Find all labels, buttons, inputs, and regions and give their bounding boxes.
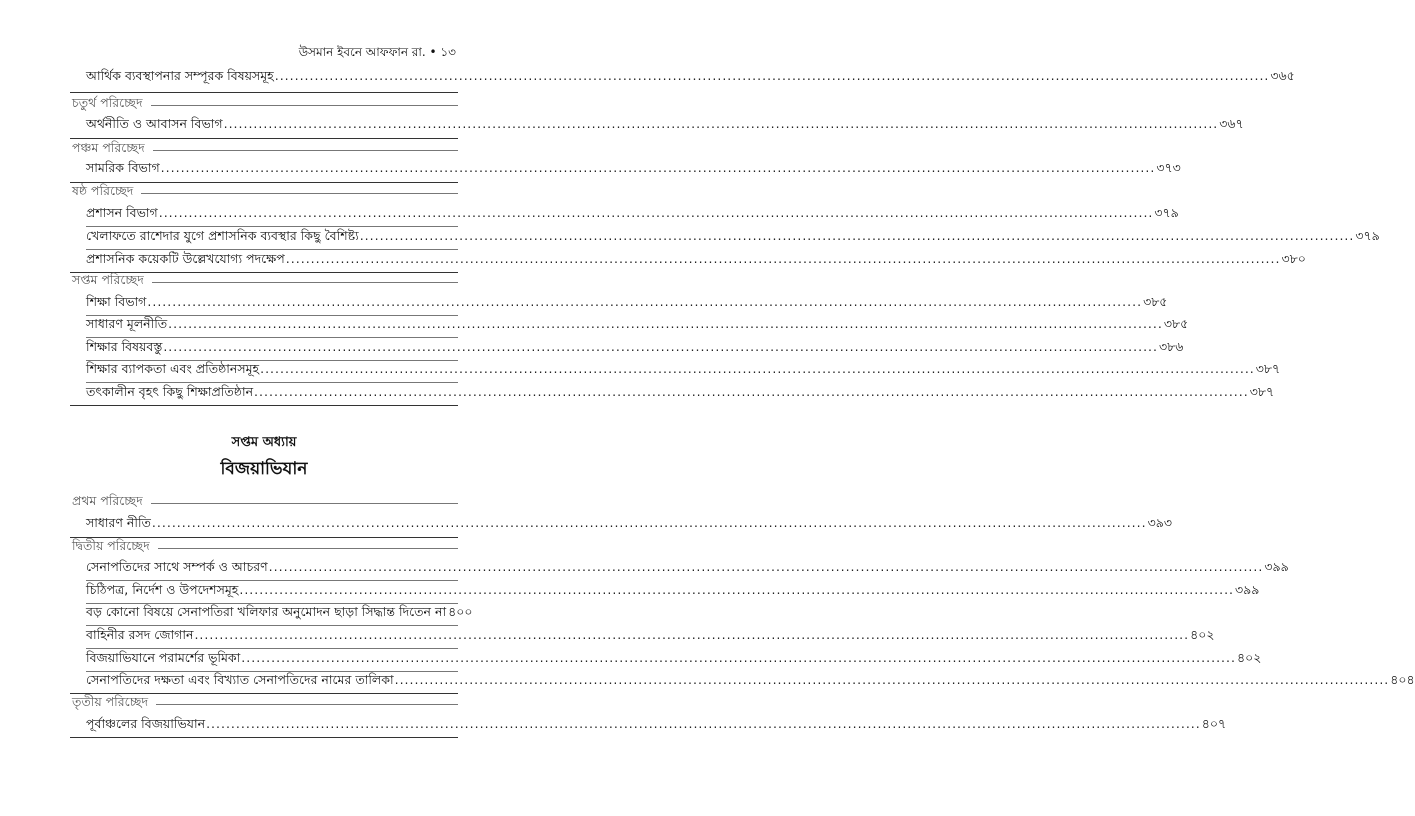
divider [70,405,458,406]
section-heading [72,183,458,203]
section-heading [72,493,458,513]
section-heading-label: চতুর্থ পরিচ্ছেদ [72,95,143,110]
toc-entry-title: পূর্বাঞ্চলের বিজয়াভিযান [86,716,206,731]
toc-entry[interactable] [86,582,1260,604]
toc-entry[interactable] [86,627,1215,649]
leader-dots: ........................................................................................................................................................................................................ [274,68,1270,83]
toc-entry-page: ৩৭৯ [1154,205,1179,220]
section-heading-label: পঞ্চম পরিচ্ছেদ [72,140,145,155]
part-label: সপ্তম অধ্যায় [231,435,297,450]
divider [86,249,458,250]
toc-entry-page: ৩৮৭ [1255,361,1281,376]
toc-entry[interactable] [86,559,1289,581]
section-heading [72,95,458,115]
leader-dots: ........................................................................................................................................................................................................ [285,251,1281,266]
divider [86,226,458,227]
leader-dots: ........................................................................................................................................................................................................ [160,160,1156,175]
leader-dots: ........................................................................................................................................................................................................ [206,716,1201,731]
divider [70,92,458,93]
toc-entry[interactable] [86,294,1168,316]
section-heading [72,694,458,714]
toc-entry[interactable] [86,339,1184,361]
leader-dots: ........................................................................................................................................................................................................ [147,294,1143,309]
toc-entry-page: ৪০২ [1190,627,1215,642]
leader-dots: ........................................................................................................................................................................................................ [168,316,1163,331]
section-heading-label: দ্বিতীয় পরিচ্ছেদ [72,538,150,553]
leader-dots: ........................................................................................................................................................................................................ [394,672,1390,687]
section-heading-label: ষষ্ঠ পরিচ্ছেদ [72,183,134,198]
toc-entry-page: ৩৮০ [1281,251,1306,266]
toc-entry-title: শিক্ষা বিভাগ [86,294,147,309]
section-heading-label: সপ্তম পরিচ্ছেদ [72,272,144,287]
leader-dots: ........................................................................................................................................................................................................ [359,228,1355,243]
leader-dots: ........................................................................................................................................................................................................ [254,384,1249,399]
toc-entry[interactable] [86,205,1179,227]
toc-entry-page: ৩৮৫ [1163,316,1189,331]
leader-dots: ........................................................................................................................................................................................................ [158,205,1154,220]
leader-dots: ........................................................................................................................................................................................................ [151,515,1147,530]
toc-entry-title: শিক্ষার বিষয়বস্তু [86,339,163,354]
toc-entry-title: সাধারণ নীতি [86,515,151,530]
toc-entry-title: বড় কোনো বিষয়ে সেনাপতিরা খলিফার অনুমোদন ছাড়া সিদ্ধান্ত দিতেন না [86,604,447,619]
toc-entry-title: সেনাপতিদের দক্ষতা এবং বিখ্যাত সেনাপতিদের নামের তালিকা [86,672,394,687]
heading-rule [153,150,458,151]
toc-entry[interactable] [86,384,1275,406]
toc-entry-page: ৩৯৩ [1147,515,1172,530]
leader-dots: ........................................................................................................................................................................................................ [239,582,1235,597]
toc-entry-title: সাধারণ মূলনীতি [86,316,168,331]
leader-dots: ........................................................................................................................................................................................................ [163,339,1158,354]
section-heading [72,538,458,558]
divider [70,138,458,139]
toc-entry-page: ৩৮৬ [1159,339,1184,354]
toc-entry[interactable] [86,316,1189,338]
leader-dots: ........................................................................................................................................................................................................ [241,650,1236,665]
toc-entry-page: ৪০২ [1236,650,1262,665]
toc-entry[interactable] [86,68,1295,90]
toc-entry-title: সামরিক বিভাগ [86,160,160,175]
heading-rule [141,193,458,194]
divider [70,737,458,738]
toc-entry[interactable] [86,228,1380,250]
leader-dots: ........................................................................................................................................................................................................ [268,559,1264,574]
toc-entry-title: প্রশাসন বিভাগ [86,205,158,220]
toc-entry[interactable] [86,716,1227,738]
divider [86,580,458,581]
divider [86,382,458,383]
toc-entry[interactable] [86,604,473,626]
toc-entry[interactable] [86,116,1244,138]
toc-entry[interactable] [86,650,1262,672]
section-heading [72,140,458,160]
part-title: বিজয়াভিযান [220,459,308,479]
leader-dots: ........................................................................................................................................................................................................ [223,116,1219,131]
heading-rule [156,704,458,705]
toc-entry-title: তৎকালীন বৃহৎ কিছু শিক্ষাপ্রতিষ্ঠান [86,384,254,399]
running-header: উসমান ইবনে আফফান রা. • ১৩ [298,45,456,59]
toc-entry[interactable] [86,361,1281,383]
toc-entry-title: বিজয়াভিযানে পরামর্শের ভূমিকা [86,650,241,665]
toc-entry-page: ৩৭৯ [1355,228,1380,243]
divider [86,337,458,338]
toc-entry-page: ৩৬৫ [1270,68,1295,83]
section-heading-label: প্রথম পরিচ্ছেদ [72,493,143,508]
divider [86,625,458,626]
toc-entry-title: চিঠিপত্র, নির্দেশ ও উপদেশসমূহ [86,582,239,597]
toc-entry-page: ৩৮৫ [1143,294,1168,309]
leader-dots: ........................................................................................................................................................................................................ [260,361,1255,376]
section-heading [72,272,458,292]
toc-entry-title: সেনাপতিদের সাথে সম্পর্ক ও আচরণ [86,559,268,574]
heading-rule [158,548,458,549]
toc-entry[interactable] [86,251,1306,273]
heading-rule [151,105,458,106]
toc-entry-page: ৩৮৭ [1249,384,1275,399]
toc-entry-page: ৩৯৯ [1264,559,1289,574]
divider [86,648,458,649]
heading-rule [152,282,458,283]
toc-entry[interactable] [86,672,1415,694]
toc-entry-title: আর্থিক ব্যবস্থাপনার সম্পূরক বিষয়সমূহ [86,68,274,83]
toc-entry[interactable] [86,160,1181,182]
toc-entry-title: প্রশাসনিক কয়েকটি উল্লেখযোগ্য পদক্ষেপ [86,251,285,266]
toc-entry-page: ৩৯৯ [1235,582,1260,597]
toc-entry-title: বাহিনীর রসদ জোগান [86,627,194,642]
toc-entry-title: অর্থনীতি ও আবাসন বিভাগ [86,116,223,131]
leader-dots: ........................................................................................................................................................................................................ [194,627,1190,642]
heading-rule [151,503,458,504]
toc-entry-page: ৪০০ [448,604,473,619]
toc-entry-page: ৪০৪ [1390,672,1415,687]
toc-entry-page: ৩৭৩ [1156,160,1181,175]
toc-entry-page: ৪০৭ [1201,716,1227,731]
toc-entry-page: ৩৬৭ [1219,116,1244,131]
section-heading-label: তৃতীয় পরিচ্ছেদ [72,694,149,709]
toc-entry[interactable] [86,515,1172,537]
toc-entry-title: খেলাফতে রাশেদার যুগে প্রশাসনিক ব্যবস্থার কিছু বৈশিষ্ট্য [86,228,359,243]
toc-entry-title: শিক্ষার ব্যাপকতা এবং প্রতিষ্ঠানসমূহ [86,361,260,376]
